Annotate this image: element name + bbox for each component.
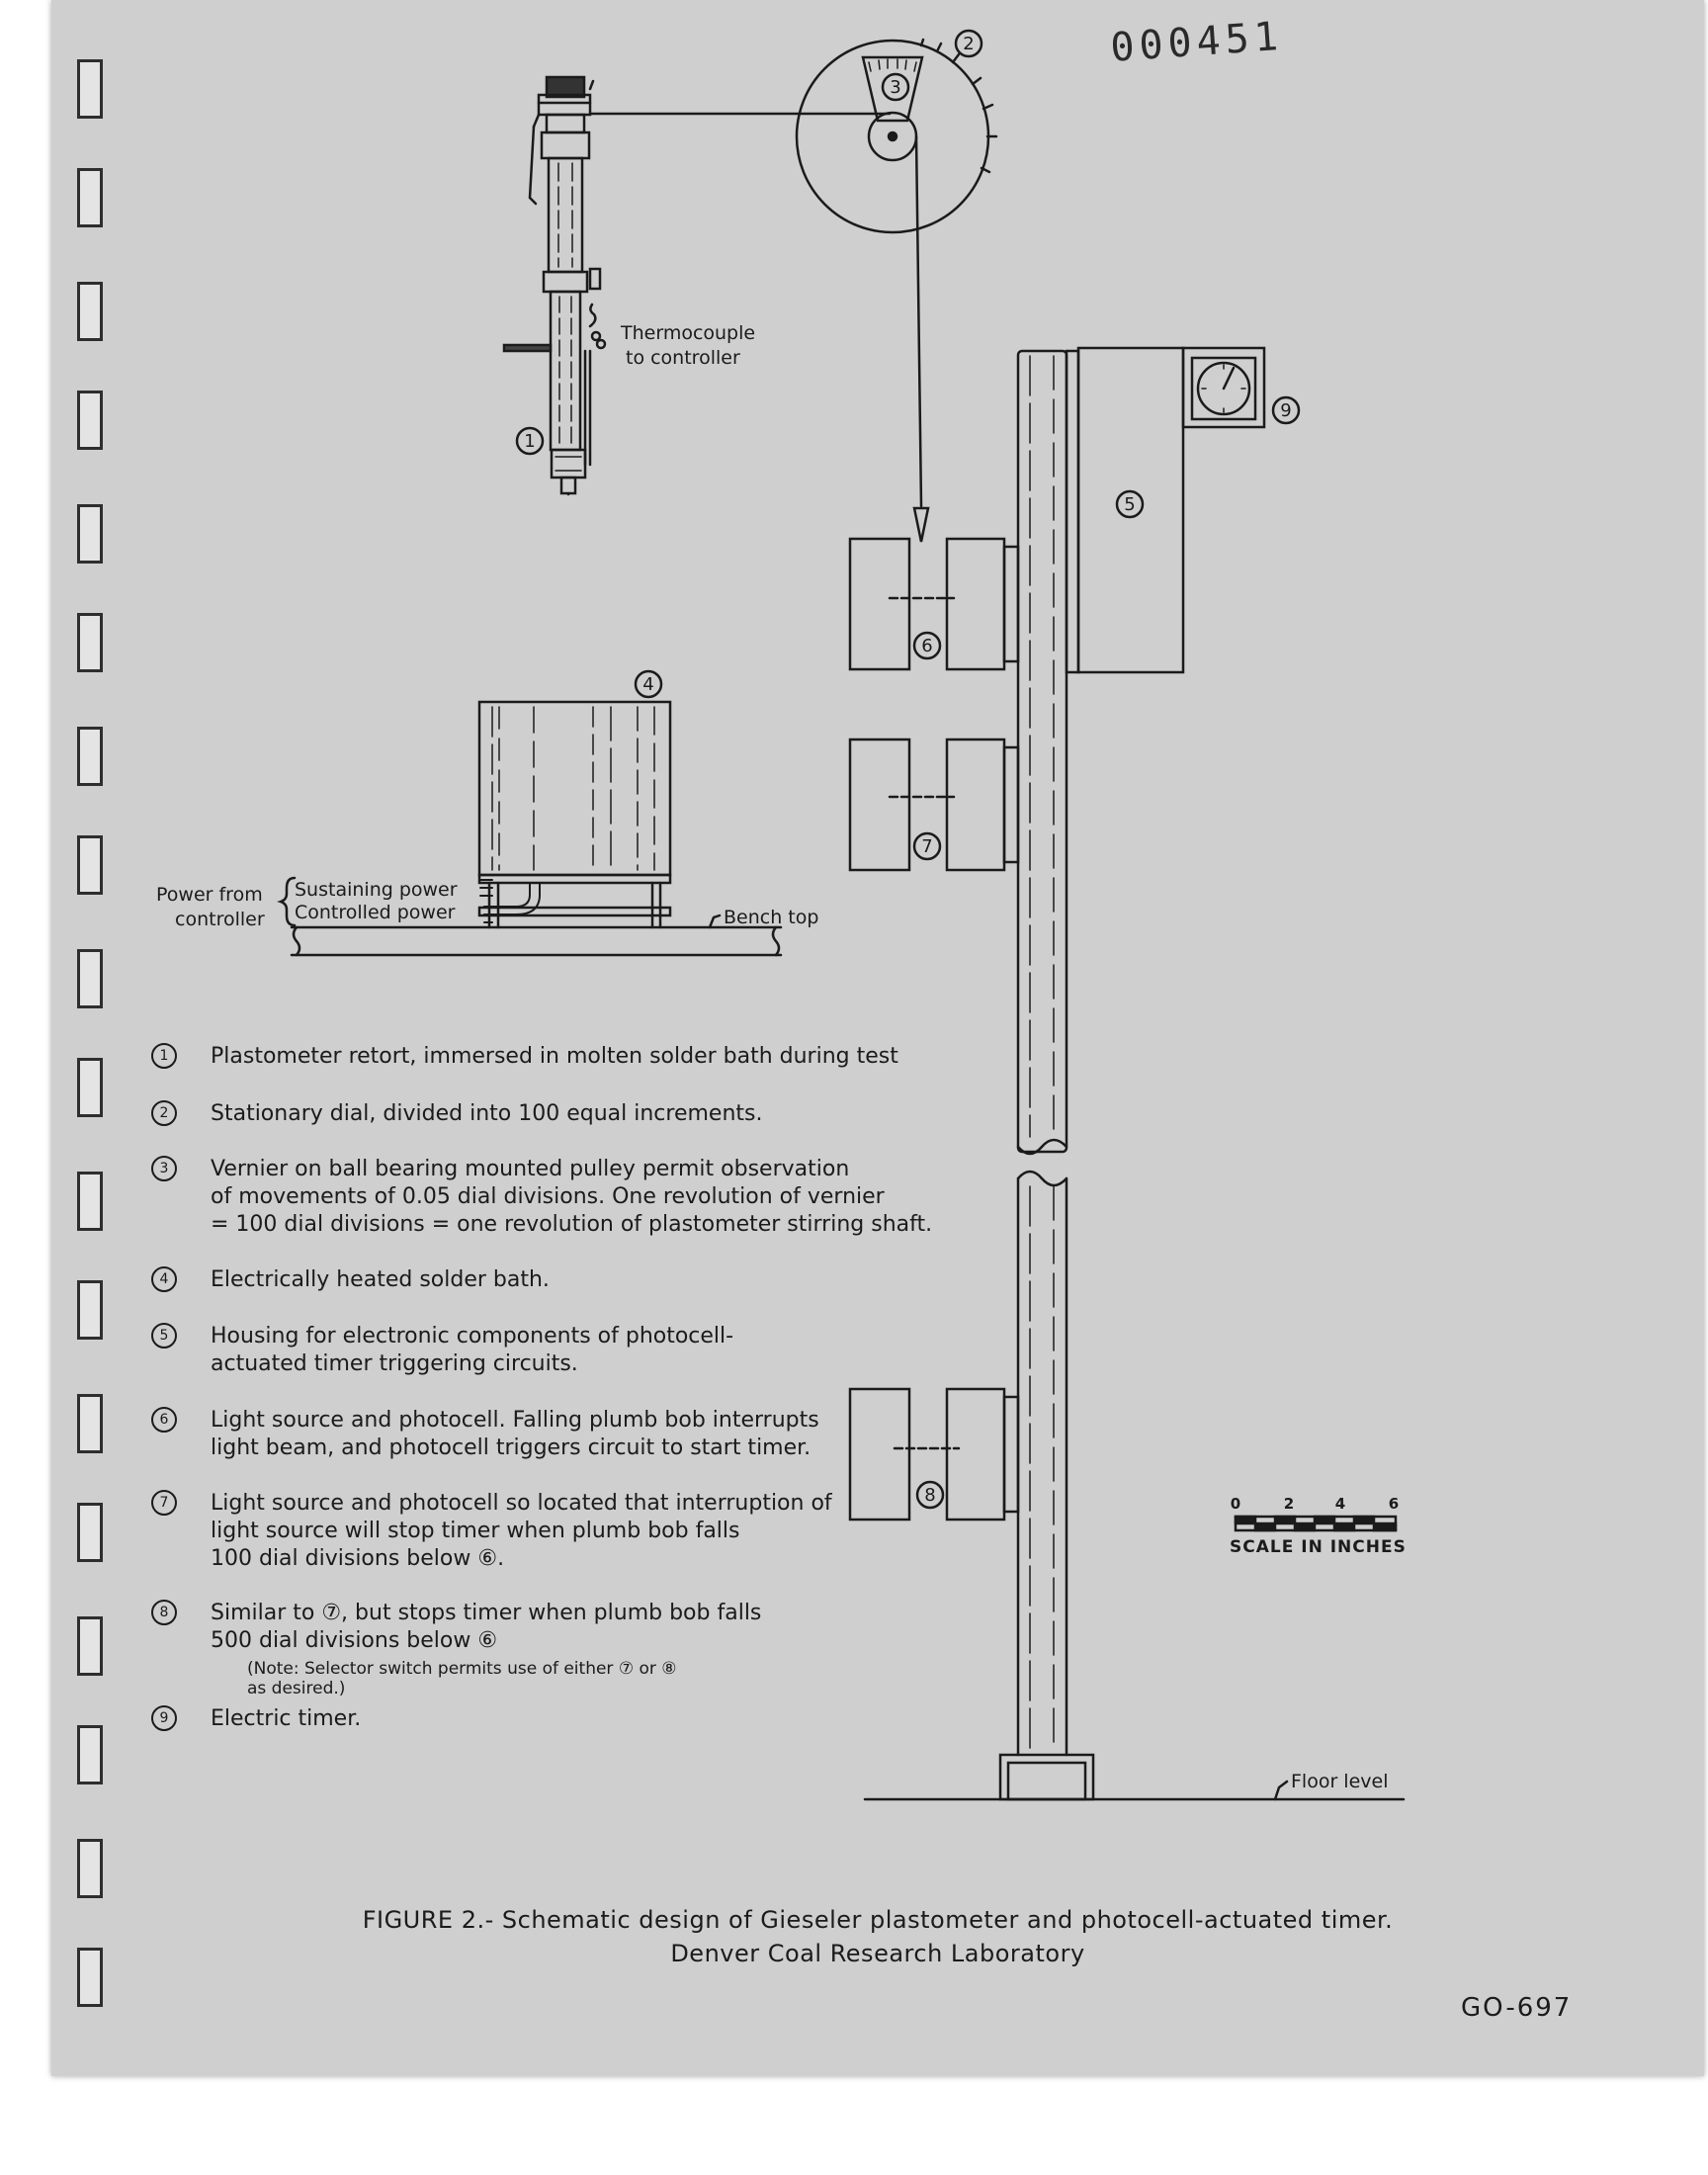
callout-4: 4	[642, 674, 654, 695]
legend-marker: 4	[151, 1266, 177, 1292]
legend-text: Similar to ⑦, but stops timer when plumb bob falls 500 dial divisions below ⑥	[211, 1601, 762, 1653]
callout-1: 1	[524, 431, 536, 452]
legend-text: Stationary dial, divided into 100 equal increments.	[211, 1101, 763, 1126]
legend-marker: 9	[151, 1705, 177, 1731]
legend-text: Housing for electronic components of photocell- actuated timer triggering circuits.	[211, 1324, 734, 1376]
legend-marker: 1	[151, 1043, 177, 1069]
sustaining-power-label: Sustaining power	[295, 879, 458, 901]
legend-text: Light source and photocell. Falling plumb bob interrupts light beam, and photocell triggers circuit to start timer.	[211, 1408, 819, 1460]
floor-level-label: Floor level	[1291, 1771, 1389, 1792]
callout-3: 3	[890, 77, 901, 98]
legend-marker: 2	[151, 1100, 177, 1126]
electronics-housing	[1067, 348, 1264, 672]
scale-tick-0: 0	[1230, 1495, 1241, 1513]
legend-text: Electric timer.	[211, 1706, 362, 1731]
stamp-number: 000451	[1109, 13, 1285, 71]
legend-marker: 5	[151, 1323, 177, 1348]
lab-name: Denver Coal Research Laboratory	[670, 1940, 1085, 1967]
legend-text: Plastometer retort, immersed in molten solder bath during test	[211, 1044, 898, 1069]
power-from-label-line2: controller	[175, 909, 265, 930]
controlled-power-label: Controlled power	[295, 902, 456, 923]
thermocouple-label-line2: to controller	[626, 347, 740, 369]
scale-tick-6: 6	[1388, 1495, 1400, 1513]
plastometer-retort	[504, 77, 890, 494]
detector-6	[850, 539, 1018, 669]
callout-6: 6	[921, 636, 933, 656]
legend-note-text: (Note: Selector switch permits use of either ⑦ or ⑧ as desired.)	[247, 1659, 677, 1698]
legend-marker: 7	[151, 1490, 177, 1516]
legend-marker: 6	[151, 1407, 177, 1433]
scale-tick-4: 4	[1334, 1495, 1346, 1513]
figure-caption: FIGURE 2.- Schematic design of Gieseler plastometer and photocell-actuated timer.	[362, 1906, 1394, 1934]
detector-7	[850, 740, 1018, 870]
callout-8: 8	[924, 1485, 936, 1506]
legend-marker: 3	[151, 1156, 177, 1181]
bench-top-label: Bench top	[724, 907, 819, 928]
callout-2: 2	[963, 34, 975, 54]
scale-bar	[1236, 1517, 1396, 1530]
thermocouple-label-line1: Thermocouple	[621, 322, 756, 344]
legend-text: Light source and photocell so located that interruption of light source will stop timer when plumb bob falls 100 dial divisions below ⑥.	[211, 1491, 832, 1571]
callout-7: 7	[921, 836, 933, 857]
legend-text: Electrically heated solder bath.	[211, 1267, 550, 1292]
drawing-id: GO-697	[1461, 1993, 1573, 2023]
callout-9: 9	[1280, 400, 1292, 421]
legend-marker: 8	[151, 1600, 177, 1625]
power-from-label-line1: Power from	[156, 884, 263, 906]
callout-5: 5	[1124, 494, 1136, 515]
scale-tick-2: 2	[1283, 1495, 1295, 1513]
legend-text: Vernier on ball bearing mounted pulley permit observation of movements of 0.05 dial divisions. One revolution of vernier = 100 dial divisions = one revolution of plastometer stirring shaft.	[211, 1157, 933, 1237]
scale-label: SCALE IN INCHES	[1230, 1537, 1407, 1557]
